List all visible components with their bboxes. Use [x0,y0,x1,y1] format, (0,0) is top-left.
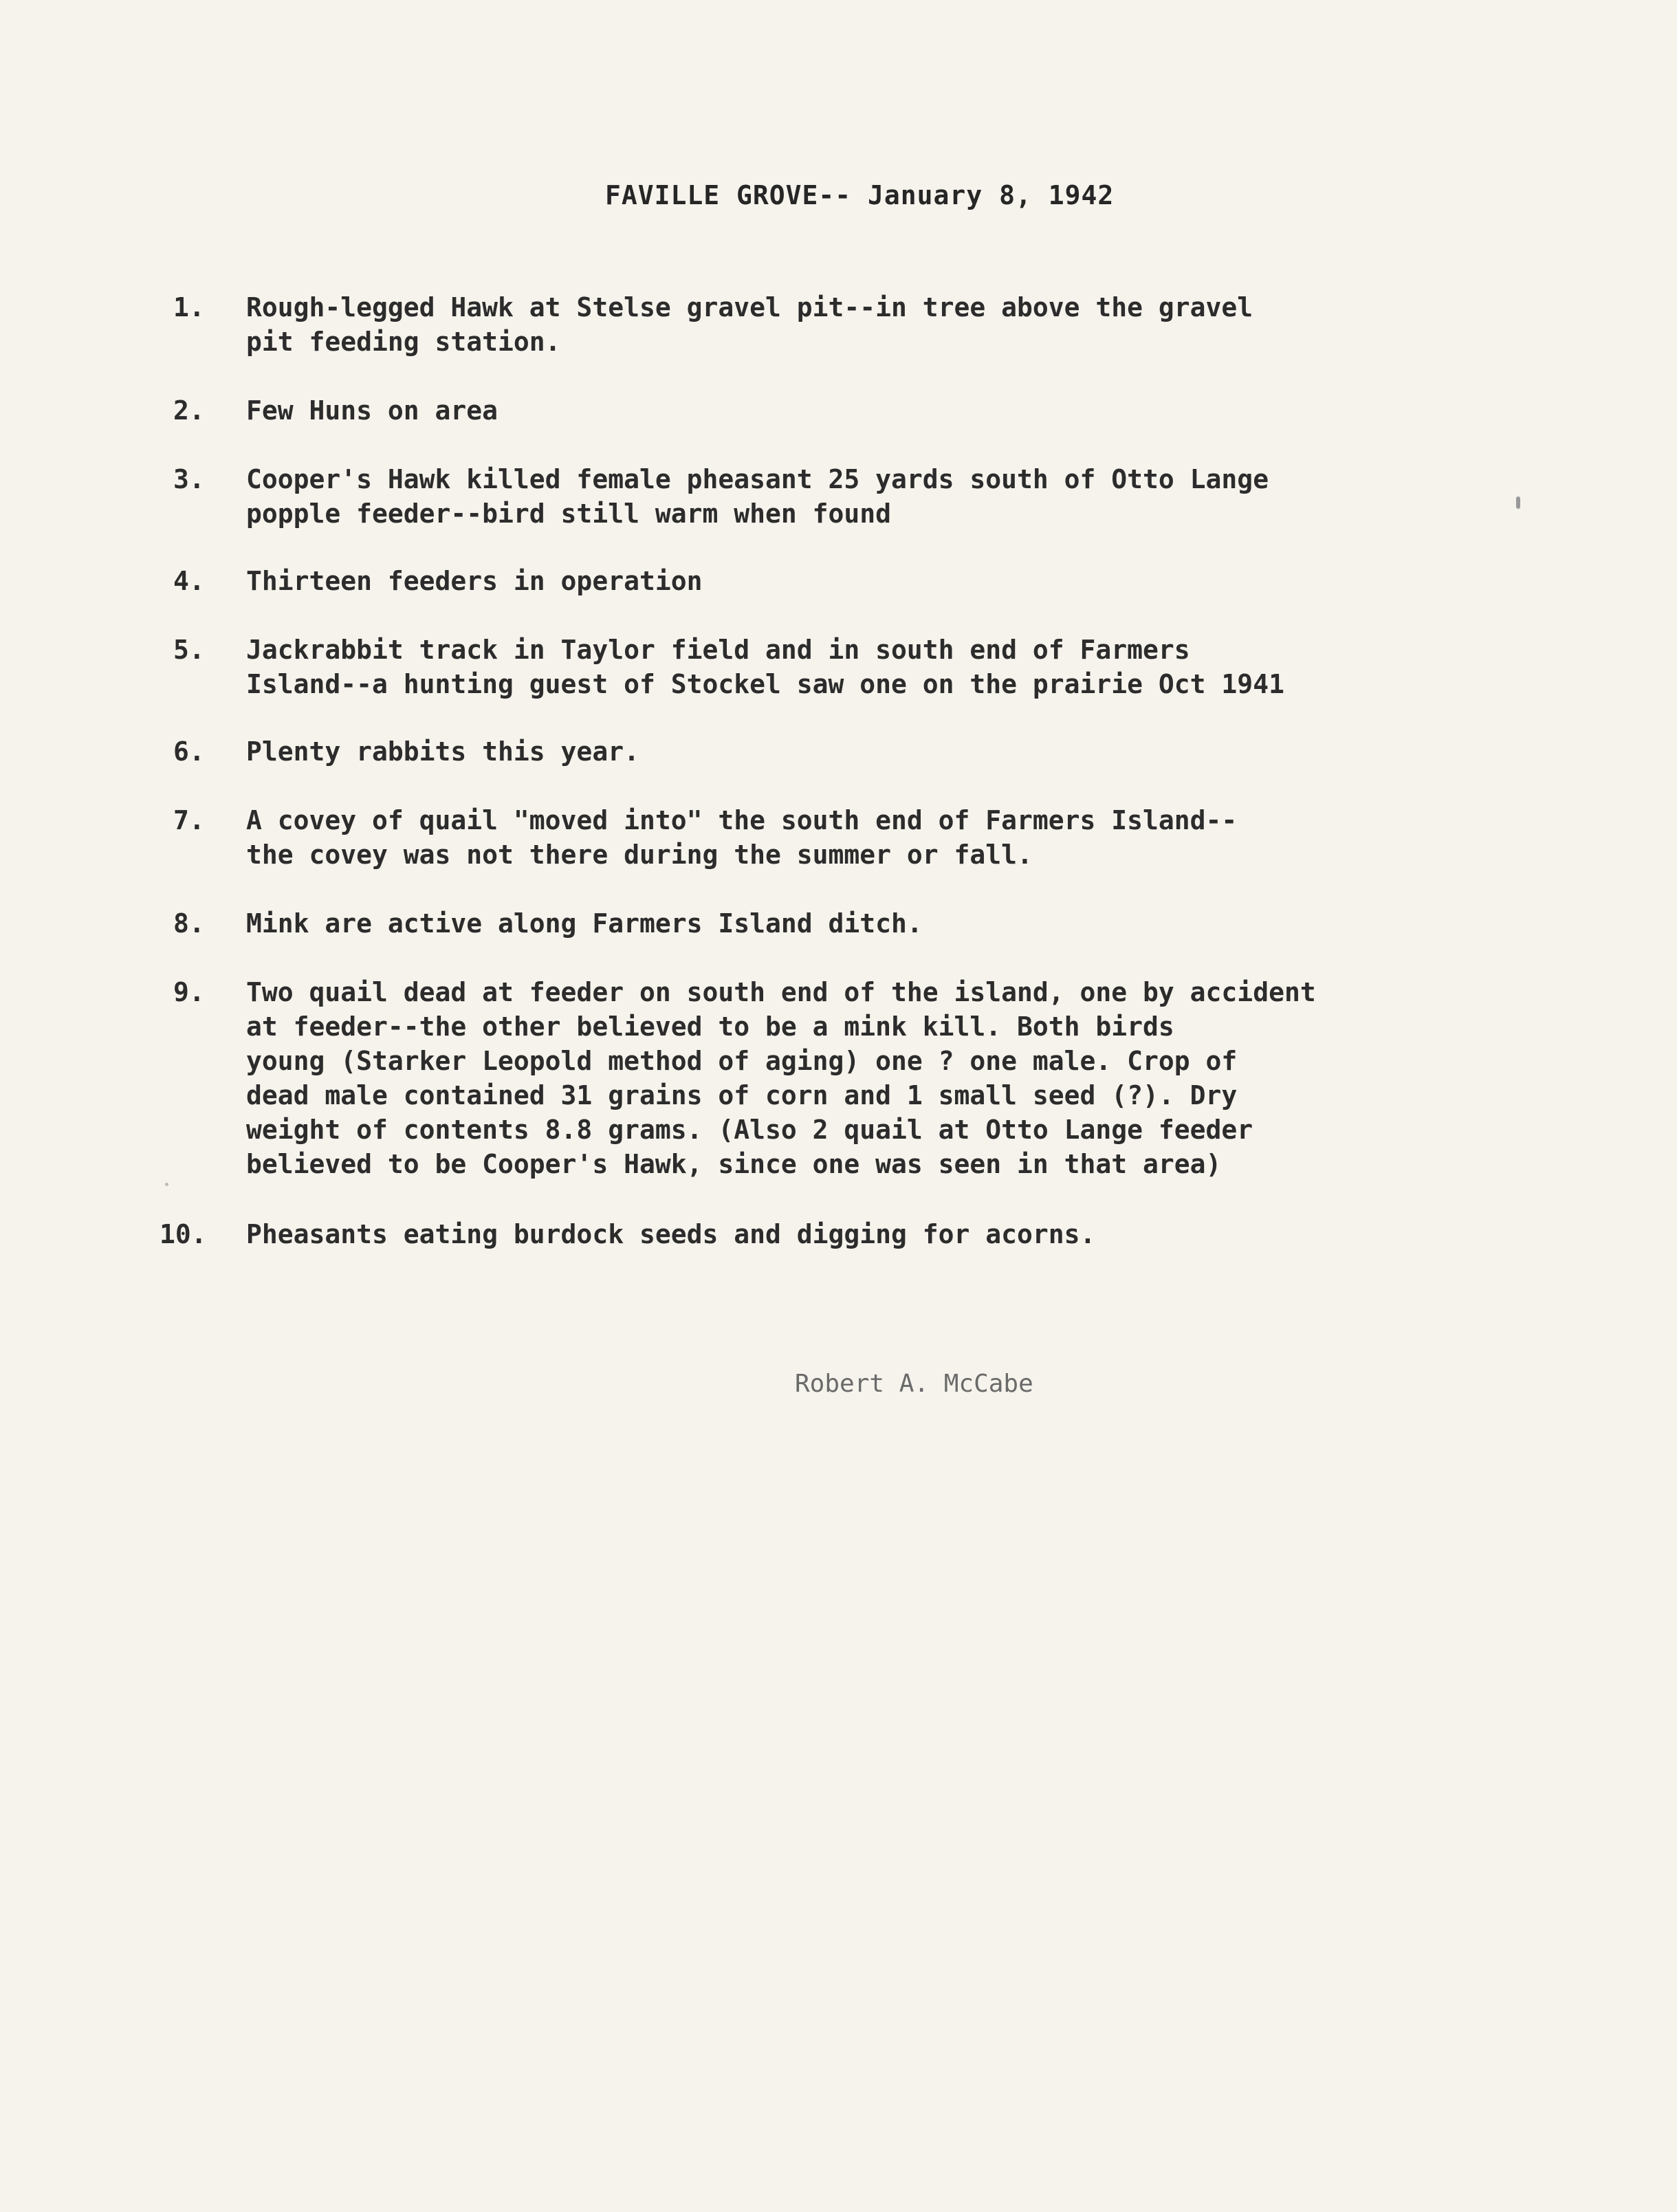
item-number: 3. [173,464,205,494]
item-number: 5. [173,635,205,665]
item-text-line: believed to be Cooper's Hawk, since one was seen in that area) [246,1149,1222,1179]
item-text-line: Pheasants eating burdock seeds and digging for acorns. [246,1219,1096,1249]
item-text-line: dead male contained 31 grains of corn and 1 small seed (?). Dry [246,1080,1238,1110]
item-text-line: Few Huns on area [246,395,498,426]
document-title: FAVILLE GROVE-- January 8, 1942 [605,180,1115,210]
item-text-line: Two quail dead at feeder on south end of the island, one by accident [246,977,1316,1007]
item-text-line: the covey was not there during the summer or fall. [246,840,1033,870]
item-text-line: A covey of quail "moved into" the south end of Farmers Island-- [246,805,1238,835]
item-text-line: Island--a hunting guest of Stockel saw one on the prairie Oct 1941 [246,669,1284,699]
item-number: 1. [173,292,205,322]
paper-speck [1516,496,1520,509]
item-text-line: Thirteen feeders in operation [246,566,703,596]
item-number: 6. [173,736,205,767]
item-number: 2. [173,395,205,426]
item-text-line: at feeder--the other believed to be a mink kill. Both birds [246,1011,1174,1042]
item-text-line: Plenty rabbits this year. [246,736,639,767]
item-number: 9. [173,977,205,1007]
item-text-line: popple feeder--bird still warm when found [246,499,891,529]
item-number: 10. [160,1219,207,1249]
item-text-line: Mink are active along Farmers Island ditch. [246,908,923,939]
item-text-line: pit feeding station. [246,327,561,357]
item-text-line: Jackrabbit track in Taylor field and in south end of Farmers [246,635,1190,665]
item-text-line: young (Starker Leopold method of aging) one ? one male. Crop of [246,1046,1238,1076]
paper-speck [165,1183,168,1186]
item-number: 4. [173,566,205,596]
item-number: 8. [173,908,205,939]
signature: Robert A. McCabe [795,1370,1033,1398]
item-text-line: Cooper's Hawk killed female pheasant 25 yards south of Otto Lange [246,464,1269,494]
item-text-line: Rough-legged Hawk at Stelse gravel pit--in tree above the gravel [246,292,1253,322]
item-text-line: weight of contents 8.8 grams. (Also 2 quail at Otto Lange feeder [246,1115,1253,1145]
item-number: 7. [173,805,205,835]
